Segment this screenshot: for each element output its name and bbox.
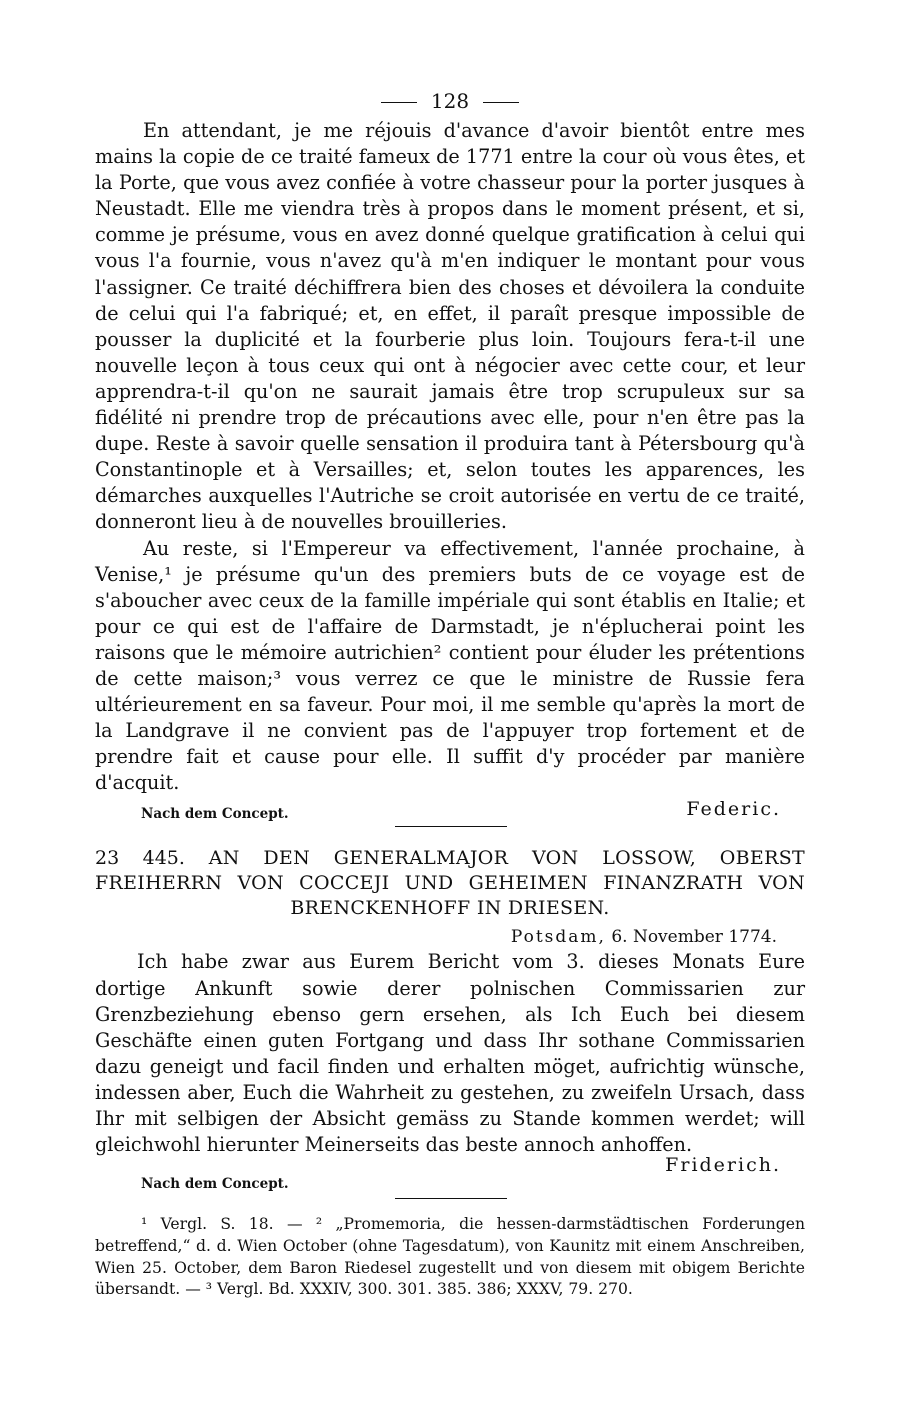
dateline [95,925,805,949]
letter-1-signature: Federic. [686,798,781,821]
letter-1-paragraph-2: Au reste, si l'Empereur va effectivement, l'année prochaine, à Venise,¹ je présume qu'un des premiers buts de ce voyage est de s'aboucher avec ceux de la famille impériale qui sont établis en Italie; et pour ce qui est de l'affaire de Darmstadt, je n'éplucherai point les raisons que le mémoire autrichien² contient pour éluder les prétentions de cette maison;³ vous verrez ce que le ministre de Russie fera ultérieurement en sa faveur. Pour moi, il me semble qu'après la mort de la Landgrave il ne convient pas de l'appuyer trop fortement et de prendre fait et cause pour elle. Il suffit d'y procéder par manière d'acquit. [95,536,805,795]
dateline-date: 6. November 1774. [611,927,777,948]
letter-2-footer [95,1154,805,1200]
page-header [95,84,805,118]
letter-2-paragraph: Ich habe zwar aus Eurem Bericht vom 3. dieses Monats Eure dortige Ankunft sowie derer polnischen Commissarien zur Grenzbeziehung ebenso gern ersehen, als Ich Euch bei diesem Geschäfte einen guten Fortgang und dass Ihr sothane Commissarien dazu geneigt und facil finden und erhalten möget, aufrichtig wünsche, indessen aber, Euch die Wahrheit zu gestehen, zu zweifeln Ursach, dass Ihr mit selbigen der Absicht gemäss zu Stande kommen werdet; will gleichwohl hierunter Meinerseits das beste annoch anhoffen. [95,950,805,1157]
letter-1-footer [95,798,805,828]
footnote-divider [395,1198,507,1199]
letter-2-signature: Friderich. [665,1154,781,1177]
letter-2-heading [95,846,805,921]
letter-1-paragraph-1: En attendant, je me réjouis d'avance d'avoir bientôt entre mes mains la copie de ce traité fameux de 1771 entre la cour où vous êtes, et la Porte, que vous avez confiée à votre chasseur pour la porter jusques à Neustadt. Elle me viendra très à propos dans le moment présent, et si, comme je présume, vous en avez donné quelque gratification à celui qui vous l'a fournie, vous n'avez qu'à m'en indiquer le montant pour vous l'assigner. Ce traité déchiffrera bien des choses et dévoilera la conduite de celui qui l'a fabriqué; et, en effet, il paraît presque impossible de pousser la duplicité et la fourberie plus loin. Toujours fera-t-il une nouvelle leçon à tous ceux qui ont à négocier avec cette cour, et leur apprendra-t-il qu'on ne saurait jamais être trop scrupuleux sur sa fidélité ni prendre trop de précautions avec elle, pour n'en être pas la dupe. Reste à savoir quelle sensation il produira tant à Pétersbourg qu'à Constantinople et à Versailles; et, selon toutes les apparences, les démarches auxquelles l'Autriche se croit autorisée en vertu de ce traité, donneront lieu à de nouvelles brouilleries. [95,119,805,534]
letter-1 [95,118,805,828]
letter-2-source: Nach dem Concept. [141,1176,289,1193]
section-divider [395,826,507,827]
document-page [95,84,805,1301]
footnotes-text: ¹ Vergl. S. 18. — ² „Promemoria, die hessen-darmstädtischen Forderungen betreffend,“ d. d. Wien October (ohne Tagesdatum), von Kaunitz mit einem Anschreiben, Wien 25. October, dem Baron Riedesel zugestellt und von diesem mit obigem Berichte übersandt. — ³ Vergl. Bd. XXXIV, 300. 301. 385. 386; XXXV, 79. 270. [95,1215,805,1299]
letter-number: 23 445. [95,847,185,870]
header-dash-right [483,102,519,103]
letter-2 [95,846,805,1200]
header-dash-left [381,102,417,103]
letter-2-heading-text: AN DEN GENERALMAJOR VON LOSSOW, OBERST FREIHERRN VON COCCEJI UND GEHEIMEN FINANZRATH VON BRENCKENHOFF IN DRIESEN. [95,847,805,920]
dateline-place: Potsdam, [510,927,606,948]
page-number: 128 [430,89,470,113]
letter-2-body [95,949,805,1158]
footnotes [95,1214,805,1301]
letter-1-source: Nach dem Concept. [141,806,289,823]
